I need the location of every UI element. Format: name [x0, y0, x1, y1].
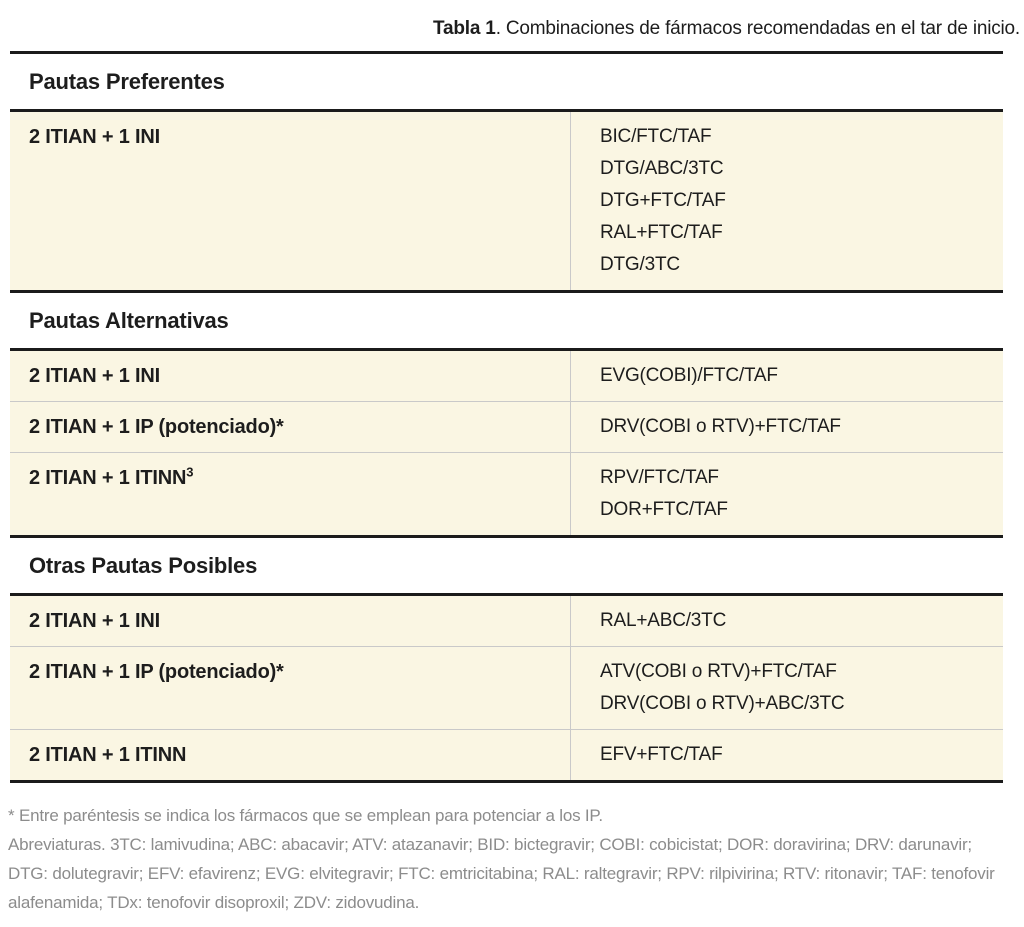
regimen-label: 2 ITIAN + 1 ITINN: [29, 744, 187, 766]
drug-combination: RAL+FTC/TAF: [600, 222, 723, 243]
regimen-cell: [10, 453, 571, 535]
drug-combinations-table: [10, 51, 1003, 783]
regimen-label: 2 ITIAN + 1 INI: [29, 365, 160, 387]
section-rows-alternativas: [10, 351, 1003, 535]
regimen-label: 2 ITIAN + 1 INI: [29, 126, 160, 148]
footnotes: [8, 801, 1016, 917]
regimen-cell: [10, 112, 571, 290]
regimen-cell: [10, 402, 571, 452]
drug-combination: EVG(COBI)/FTC/TAF: [600, 365, 778, 386]
drugs-cell: [571, 112, 1003, 290]
abbreviations-footnote: Abreviaturas. 3TC: lamivudina; ABC: abacavir; ATV: atazanavir; BID: bictegravir; COBI: cobicistat; DOR: doravirina; DRV: darunavir; DTG: dolutegravir; EFV: efavirenz; EVG: elvitegravir; FTC: emtricitabina; RAL: raltegravir; RPV: rilpivirina; RTV: ritonavir; TAF: tenofovir alafenamida; TDx: tenofovir disoproxil; ZDV: zidovudina.: [8, 835, 995, 912]
table-row: [10, 729, 1003, 780]
regimen-label: 2 ITIAN + 1 IP (potenciado)*: [29, 661, 284, 683]
drugs-cell: [571, 453, 1003, 535]
drug-combination: BIC/FTC/TAF: [600, 126, 712, 147]
regimen-cell: [10, 351, 571, 401]
regimen-label: 2 ITIAN + 1 ITINN: [29, 467, 187, 489]
table-row: [10, 452, 1003, 535]
drug-combination: DTG+FTC/TAF: [600, 190, 726, 211]
drug-combination: RPV/FTC/TAF: [600, 467, 719, 488]
regimen-cell: [10, 647, 571, 729]
section-rows-preferentes: [10, 112, 1003, 290]
drugs-cell: [571, 596, 1003, 646]
drug-combination: DOR+FTC/TAF: [600, 499, 728, 520]
table-row: [10, 596, 1003, 646]
drugs-cell: [571, 730, 1003, 780]
table-row: [10, 112, 1003, 290]
table-row: [10, 351, 1003, 401]
section-heading-alternativas: Pautas Alternativas: [10, 293, 1003, 348]
regimen-label: 2 ITIAN + 1 INI: [29, 610, 160, 632]
regimen-label: 2 ITIAN + 1 IP (potenciado)*: [29, 416, 284, 438]
drug-combination: ATV(COBI o RTV)+FTC/TAF: [600, 661, 837, 682]
table-title-caption: . Combinaciones de fármacos recomendadas en el tar de inicio.: [495, 18, 1020, 39]
drugs-cell: [571, 647, 1003, 729]
drug-combination: EFV+FTC/TAF: [600, 744, 723, 765]
drugs-cell: [571, 351, 1003, 401]
drug-combination: DRV(COBI o RTV)+FTC/TAF: [600, 416, 841, 437]
drug-combination: DTG/ABC/3TC: [600, 158, 724, 179]
section-rule: [10, 780, 1003, 783]
asterisk-footnote: * Entre paréntesis se indica los fármacos que se emplean para potenciar a los IP.: [8, 806, 603, 825]
table-title: [0, 0, 1024, 51]
drug-combination: DRV(COBI o RTV)+ABC/3TC: [600, 693, 845, 714]
drug-combination: RAL+ABC/3TC: [600, 610, 727, 631]
footnote-reference-superscript: 3: [186, 464, 194, 480]
section-heading-preferentes: Pautas Preferentes: [10, 54, 1003, 109]
section-rows-otras: [10, 596, 1003, 780]
table-title-label: Tabla 1: [433, 18, 496, 39]
regimen-cell: [10, 730, 571, 780]
table-row: [10, 646, 1003, 729]
regimen-cell: [10, 596, 571, 646]
drugs-cell: [571, 402, 1003, 452]
table-row: [10, 401, 1003, 452]
drug-combination: DTG/3TC: [600, 254, 680, 275]
section-heading-otras: Otras Pautas Posibles: [10, 538, 1003, 593]
